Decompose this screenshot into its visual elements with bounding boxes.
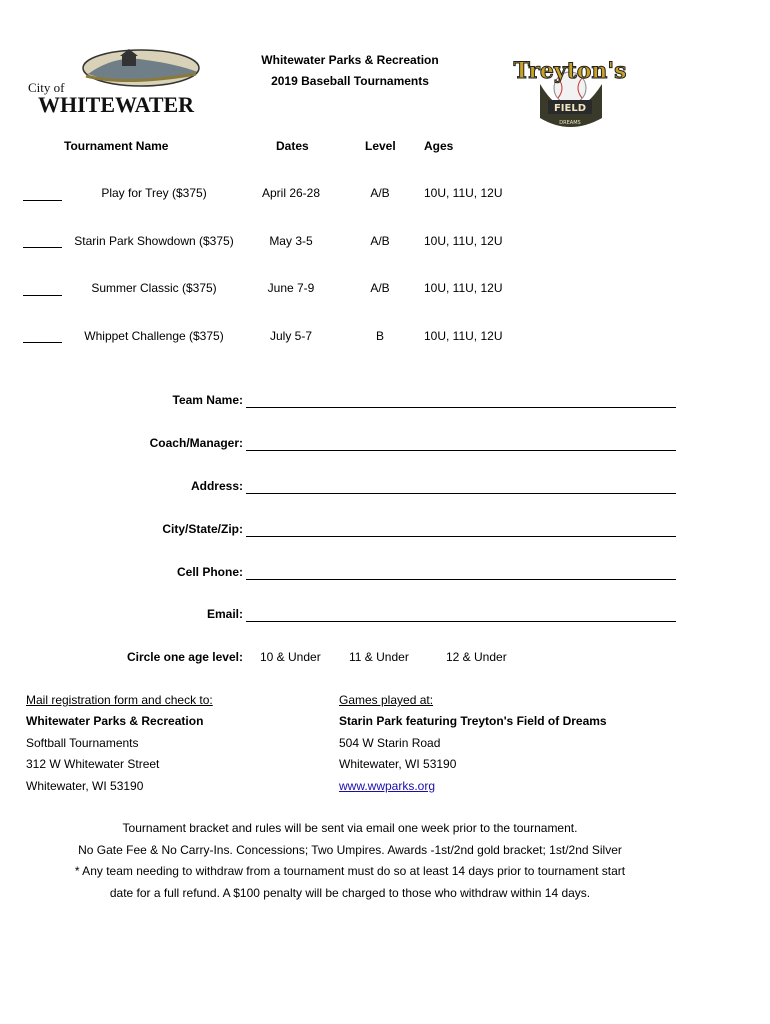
header-dates: Dates bbox=[276, 139, 309, 153]
dreams-text: DREAMS bbox=[559, 120, 581, 126]
tournament-level: A/B bbox=[370, 281, 390, 295]
tournament-select-blank[interactable] bbox=[23, 342, 62, 343]
coach-manager-field[interactable] bbox=[246, 450, 676, 451]
tournament-level: B bbox=[375, 329, 384, 343]
age-option-10u[interactable]: 10 & Under bbox=[260, 650, 321, 664]
tournament-level: A/B bbox=[370, 234, 390, 248]
cell-phone-label: Cell Phone: bbox=[176, 565, 243, 579]
city-of-whitewater-logo bbox=[26, 46, 206, 120]
tournament-dates: April 26-28 bbox=[261, 186, 321, 200]
email-label: Email: bbox=[206, 607, 243, 621]
header-level: Level bbox=[365, 139, 396, 153]
tournament-select-blank[interactable] bbox=[23, 200, 62, 201]
field-text: FIELD bbox=[553, 103, 587, 114]
city-of-text: City of bbox=[28, 80, 65, 95]
mail-line-3: Whitewater, WI 53190 bbox=[26, 779, 144, 793]
tournament-level: A/B bbox=[370, 186, 390, 200]
games-heading: Games played at: bbox=[339, 693, 434, 707]
footer-line-3: * Any team needing to withdraw from a tournament must do so at least 14 days prior to tournament start bbox=[74, 864, 626, 878]
coach-manager-label: Coach/Manager: bbox=[149, 436, 243, 450]
address-field[interactable] bbox=[246, 493, 676, 494]
tournament-name: Whippet Challenge ($375) bbox=[84, 329, 224, 343]
age-level-label: Circle one age level: bbox=[126, 650, 243, 664]
title-line-2: 2019 Baseball Tournaments bbox=[271, 74, 429, 88]
age-option-11u[interactable]: 11 & Under bbox=[349, 650, 409, 664]
cell-phone-field[interactable] bbox=[246, 579, 676, 580]
mail-org: Whitewater Parks & Recreation bbox=[26, 714, 204, 728]
tournament-name: Starin Park Showdown ($375) bbox=[74, 234, 234, 248]
header-ages: Ages bbox=[424, 139, 454, 153]
mail-heading: Mail registration form and check to: bbox=[26, 693, 213, 707]
title-line-1: Whitewater Parks & Recreation bbox=[261, 53, 439, 67]
tournament-dates: July 5-7 bbox=[269, 329, 313, 343]
tournament-select-blank[interactable] bbox=[23, 295, 62, 296]
tournament-ages: 10U, 11U, 12U bbox=[424, 234, 503, 248]
footer-line-4: date for a full refund. A $100 penalty will be charged to those who withdraw within 14 days. bbox=[109, 886, 591, 900]
treytons-field-logo bbox=[510, 54, 630, 134]
tournament-name: Summer Classic ($375) bbox=[91, 281, 217, 295]
tournament-ages: 10U, 11U, 12U bbox=[424, 186, 503, 200]
games-line-1: 504 W Starin Road bbox=[339, 736, 441, 750]
games-line-2: Whitewater, WI 53190 bbox=[339, 757, 457, 771]
team-name-field[interactable] bbox=[246, 407, 676, 408]
footer-line-1: Tournament bracket and rules will be sent via email one week prior to the tournament. bbox=[122, 821, 578, 835]
address-label: Address: bbox=[190, 479, 243, 493]
tournament-ages: 10U, 11U, 12U bbox=[424, 281, 503, 295]
whitewater-text: WHITEWATER bbox=[38, 92, 195, 117]
tournament-name: Play for Trey ($375) bbox=[101, 186, 207, 200]
footer-line-2: No Gate Fee & No Carry-Ins. Concessions; Two Umpires. Awards -1st/2nd gold bracket; 1st/2nd Silver bbox=[78, 843, 622, 857]
games-venue: Starin Park featuring Treyton's Field of Dreams bbox=[339, 714, 607, 728]
city-state-zip-label: City/State/Zip: bbox=[162, 522, 243, 536]
mail-line-1: Softball Tournaments bbox=[26, 736, 139, 750]
wwparks-link[interactable]: www.wwparks.org bbox=[339, 779, 436, 793]
age-option-12u[interactable]: 12 & Under bbox=[446, 650, 507, 664]
tournament-ages: 10U, 11U, 12U bbox=[424, 329, 503, 343]
tournament-dates: June 7-9 bbox=[267, 281, 315, 295]
mail-line-2: 312 W Whitewater Street bbox=[26, 757, 160, 771]
treytons-text: Treyton's bbox=[513, 58, 627, 84]
tournament-select-blank[interactable] bbox=[23, 247, 62, 248]
tournament-dates: May 3-5 bbox=[269, 234, 313, 248]
city-state-zip-field[interactable] bbox=[246, 536, 676, 537]
team-name-label: Team Name: bbox=[172, 393, 243, 407]
header-tournament-name: Tournament Name bbox=[64, 139, 169, 153]
email-field[interactable] bbox=[246, 621, 676, 622]
